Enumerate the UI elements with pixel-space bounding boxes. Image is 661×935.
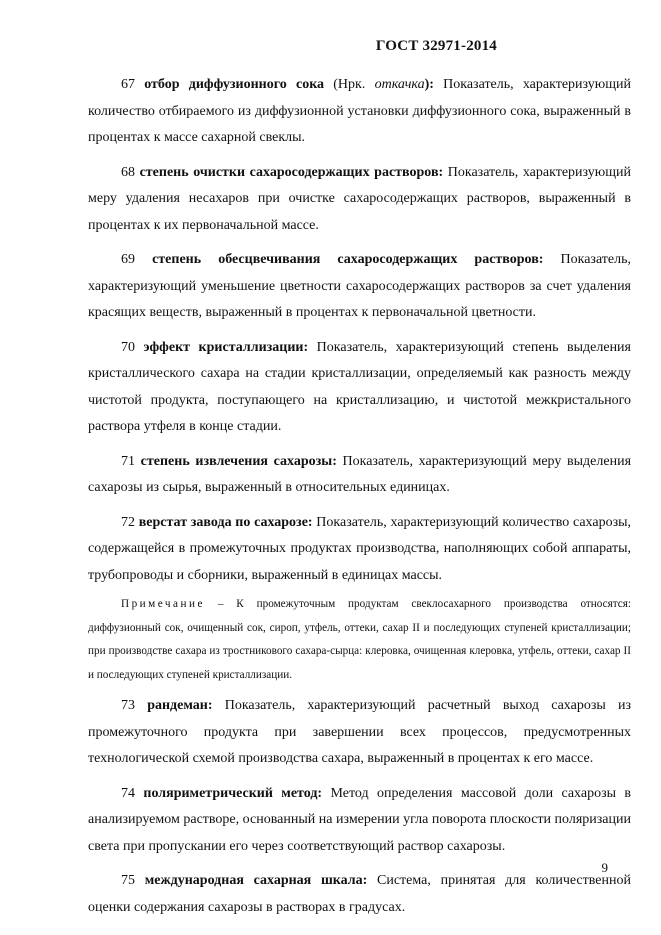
term-entry-72 bbox=[88, 510, 631, 590]
term-definition: Показатель, характеризующий меру выделения сахарозы из сырья, выраженный в относительных единицах. bbox=[88, 453, 632, 495]
term-definition: Система, принятая для количественной оценки содержания сахарозы в растворах в градусах. bbox=[88, 873, 631, 915]
term-note-suffix: ): bbox=[424, 77, 434, 92]
note-text: – К промежуточным продуктам свеклосахарного производства относятся: диффузионный сок, очищенный сок, сироп, утфель, оттеки, сахар II и последующих ступеней кристаллизации; при производстве сахара из тростникового сахара-сырца: клеровка, очищенная клеровка, утфель, оттеки, сахар II и последующих ступеней кристаллизации. bbox=[88, 598, 631, 681]
term-name: верстат завода по сахарозе: bbox=[138, 514, 313, 530]
term-entry-75 bbox=[88, 868, 631, 921]
term-entry-70 bbox=[88, 335, 631, 441]
term-definition: Показатель, характеризующий количество сахарозы, содержащейся в промежуточных продуктах производства, наполняющих собой аппараты, трубопроводы и сборники, выраженный в единицах массы. bbox=[88, 514, 632, 583]
term-name: эффект кристаллизации: bbox=[143, 339, 309, 355]
term-definition: Показатель, характеризующий расчетный выход сахарозы из промежуточного продукта при завершении всех процессов, предусмотренных технологической схемой производства сахара, выраженный в процентах к его массе. bbox=[88, 698, 631, 766]
term-number: 68 bbox=[121, 164, 135, 180]
term-entry-74 bbox=[88, 781, 631, 861]
page-number: 9 bbox=[601, 860, 608, 875]
term-number: 71 bbox=[121, 453, 135, 469]
term-definition: Метод определения массовой доли сахарозы в анализируемом растворе, основанный на измерении угла поворота плоскости поляризации света при пропускании его через соответствующий раствор сахарозы. bbox=[88, 785, 632, 854]
term-number: 67 bbox=[121, 77, 135, 92]
document-body bbox=[88, 72, 631, 929]
term-definition: Показатель, характеризующий уменьшение цветности сахаросодержащих растворов за счет удаления красящих веществ, выраженный в процентах к первоначальной цветности. bbox=[88, 252, 631, 320]
term-entry-67 bbox=[88, 72, 631, 152]
term-number: 69 bbox=[121, 252, 135, 267]
term-number: 70 bbox=[121, 339, 135, 355]
term-entry-69 bbox=[88, 247, 631, 327]
term-definition: Показатель, характеризующий количество отбираемого из диффузионной установки диффузионного сока, выраженный в процентах к массе сахарной свеклы. bbox=[88, 77, 632, 145]
term-name: степень обесцвечивания сахаросодержащих растворов: bbox=[152, 252, 544, 267]
term-entry-68 bbox=[88, 160, 631, 240]
term-note-prefix: (Нрк. bbox=[324, 77, 375, 92]
term-number: 75 bbox=[121, 873, 135, 888]
note-paragraph bbox=[88, 593, 631, 687]
term-entry-73 bbox=[88, 693, 631, 773]
term-number: 72 bbox=[121, 514, 135, 530]
term-name: отбор диффузионного сока bbox=[144, 77, 325, 92]
note-label: Примечание bbox=[121, 598, 205, 610]
term-definition: Показатель, характеризующий степень выделения кристаллического сахара на стадии кристаллизации, определяемый как разность между чистотой продукта, поступающего на кристаллизацию, и чистотой межкристального раствора утфеля в конце стадии. bbox=[88, 339, 631, 434]
term-definition: Показатель, характеризующий меру удаления несахаров при очистке сахаросодержащих растворов, выраженный в процентах к их первоначальной массе. bbox=[88, 164, 631, 233]
term-alt-name: откачка bbox=[374, 77, 425, 92]
term-number: 74 bbox=[121, 785, 135, 801]
term-name: степень извлечения сахарозы: bbox=[140, 453, 337, 469]
term-name: международная сахарная шкала: bbox=[144, 873, 368, 888]
document-code: ГОСТ 32971-2014 bbox=[375, 38, 497, 54]
term-name: поляриметрический метод: bbox=[143, 785, 323, 801]
term-name: степень очистки сахаросодержащих растворов: bbox=[139, 164, 444, 180]
term-entry-71 bbox=[88, 449, 631, 502]
term-name: рандеман: bbox=[147, 698, 213, 713]
term-number: 73 bbox=[121, 698, 135, 713]
